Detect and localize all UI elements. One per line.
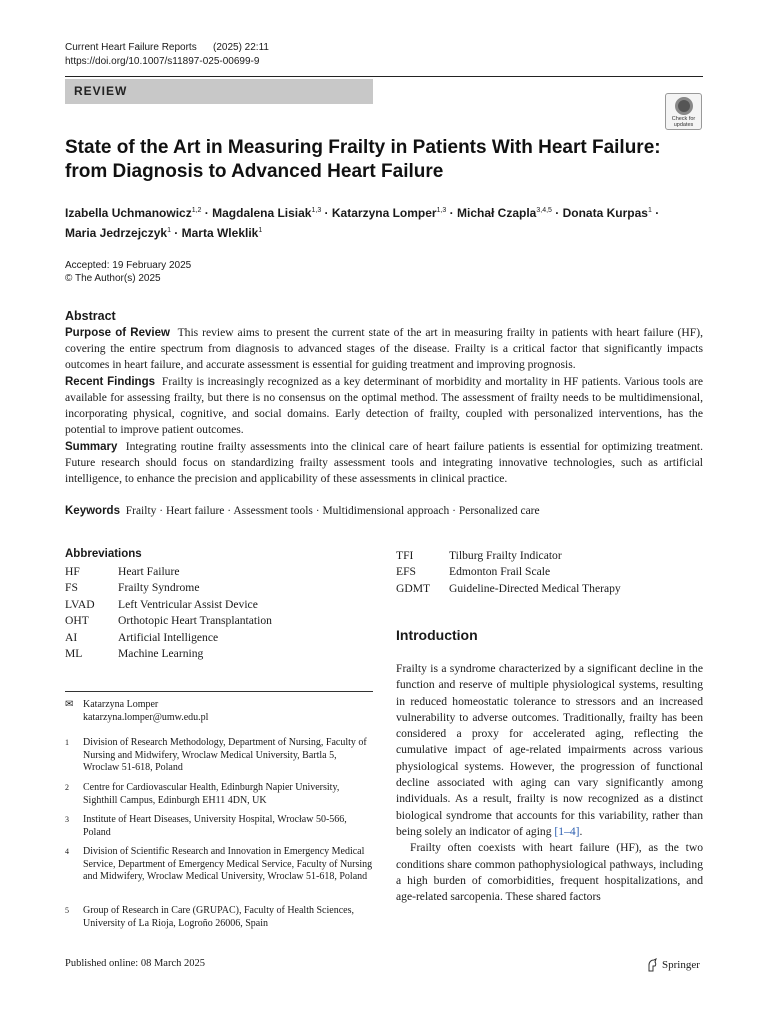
introduction-heading: Introduction: [396, 627, 478, 643]
publisher-logo: [646, 958, 700, 972]
article-title: [65, 136, 705, 184]
abbreviation-expansion: Orthotopic Heart Transplantation: [118, 614, 272, 628]
doi-link[interactable]: https://doi.org/10.1007/s11897-025-00699-9: [65, 56, 260, 67]
author: Donata Kurpas: [562, 206, 648, 220]
affiliation: [65, 905, 373, 930]
author-affiliation-marker: 1,3: [436, 207, 447, 214]
abbreviation-row: [396, 581, 621, 597]
affiliation: [65, 737, 373, 775]
summary-label: Summary: [65, 441, 118, 453]
affiliation-text: Division of Research Methodology, Department of Nursing, Faculty of Nursing and Midwifery, Wroclaw Medical University, Bartla 5, Wroclaw 51-618, Poland: [83, 737, 367, 774]
keywords: [65, 503, 540, 519]
author: Katarzyna Lomper: [331, 206, 437, 220]
abstract-purpose: [65, 325, 703, 373]
abstract-heading: Abstract: [65, 309, 116, 323]
author-affiliation-marker: 1: [167, 227, 171, 234]
author-list: [65, 202, 705, 242]
abbreviation: EFS: [396, 565, 416, 579]
abbreviation-row: [396, 564, 621, 580]
keywords-label: Keywords: [65, 505, 120, 517]
author: Magdalena Lisiak: [212, 206, 312, 220]
affiliation-number: 5: [65, 906, 69, 915]
affiliation-text: Group of Research in Care (GRUPAC), Faculty of Health Sciences, University of La Rioja, Logroño 26006, Spain: [83, 905, 354, 929]
abbreviation-expansion: Frailty Syndrome: [118, 581, 200, 595]
author: Michał Czapla: [457, 206, 537, 220]
author-separator: ·: [170, 226, 182, 240]
affiliation-number: 1: [65, 738, 69, 747]
abbreviation-row: [65, 630, 272, 646]
abbreviation: ML: [65, 647, 83, 661]
affiliation-number: 3: [65, 815, 69, 824]
author-separator: ·: [201, 206, 213, 220]
journal-name: Current Heart Failure Reports: [65, 42, 197, 53]
correspondence: [65, 698, 208, 724]
abbreviation: FS: [65, 581, 78, 595]
section-label: REVIEW: [65, 79, 373, 104]
abbreviation: TFI: [396, 549, 414, 562]
author-affiliation-marker: 1,3: [311, 207, 322, 214]
title-line-1: State of the Art in Measuring Frailty in Patients With Heart Failure:: [65, 137, 661, 158]
intro-paragraph-2: Frailty often coexists with heart failure (HF), as the two conditions share common pathophysiological pathways, including a high burden of comorbidities, frequent hospitalizations, and age-related sarcopenia. These shared factors: [396, 841, 703, 904]
footnote-rule: [65, 691, 373, 692]
keywords-text: Frailty · Heart failure · Assessment tools · Multidimensional approach · Personalized care: [125, 505, 540, 517]
abbreviation-row: [65, 580, 272, 596]
abbreviation-expansion: Left Ventricular Assist Device: [118, 597, 258, 611]
purpose-label: Purpose of Review: [65, 327, 170, 339]
author-separator: ·: [651, 206, 660, 220]
check-badge-line1: Check for: [671, 116, 696, 122]
author-separator: ·: [446, 206, 457, 220]
author-affiliation-marker: 1: [647, 207, 652, 214]
abbreviation-row: [65, 564, 272, 580]
citation-link[interactable]: [1–4]: [554, 824, 580, 838]
introduction-body: [396, 661, 703, 905]
abbreviation: HF: [65, 565, 80, 578]
abbreviation-row: [65, 613, 272, 629]
author-separator: ·: [321, 206, 332, 220]
author-affiliation-marker: 3,4,5: [536, 207, 552, 214]
author: Maria Jedrzejczyk: [65, 226, 168, 240]
affiliation-text: Division of Scientific Research and Innovation in Emergency Medical Service, Department of Emergency Medical Service, Faculty of Nursing and Midwifery, Wroclaw Medical University, Wroclaw 51-618, Poland: [83, 846, 373, 883]
title-line-2: from Diagnosis to Advanced Heart Failure: [65, 161, 444, 182]
affiliation-text: Institute of Heart Diseases, University Hospital, Wrocław 50-566, Poland: [83, 814, 347, 838]
abstract-summary: [65, 439, 703, 487]
affiliation-text: Centre for Cardiovascular Health, Edinburgh Napier University, Sighthill Campus, Edinburgh EH11 4DN, UK: [83, 782, 340, 806]
abbreviation-expansion: Machine Learning: [118, 647, 204, 661]
abbreviation: OHT: [65, 614, 89, 628]
intro-paragraph-1: [396, 661, 703, 840]
intro-p1-text: Frailty is a syndrome characterized by a significant decline in the function and reserve of multiple physiological systems, resulting in reduced homeostatic tolerance to stressors and an increased vulnerability to adverse outcomes. Traditionally, frailty has been considered a proxy for accelerated aging, reflecting the cumulative impact of age-related impairments across various physiological systems. However, the progression of functional decline associated with aging can vary significantly among individuals. As a result, frailty is now recognized as a distinct biological syndrome that accounts for this variability, rather than being solely an indicator of aging: [396, 662, 703, 838]
published-date: Published online: 08 March 2025: [65, 958, 205, 969]
accepted-date: Accepted: 19 February 2025: [65, 260, 192, 271]
author-affiliation-marker: 1: [258, 227, 263, 234]
abbreviation-expansion: Tilburg Frailty Indicator: [449, 549, 562, 562]
journal-volume: (2025) 22:11: [213, 42, 269, 53]
abbreviation-expansion: Heart Failure: [118, 565, 180, 578]
abbreviation-row: [65, 597, 272, 613]
bookmark-icon: [675, 97, 693, 115]
header-rule: [65, 76, 703, 77]
intro-p1-end: .: [579, 824, 583, 838]
abbreviation-row: [65, 646, 272, 662]
envelope-icon: ✉: [65, 699, 74, 710]
author-affiliation-marker: 1,2: [191, 207, 202, 214]
abstract-findings: [65, 374, 703, 438]
abbreviations-left: [65, 564, 272, 662]
correspondence-email[interactable]: katarzyna.lomper@umw.edu.pl: [83, 712, 209, 723]
affiliation: [65, 782, 373, 807]
abbreviation: GDMT: [396, 581, 431, 595]
affiliation-number: 4: [65, 847, 69, 856]
copyright: © The Author(s) 2025: [65, 273, 161, 284]
affiliation-number: 2: [65, 783, 69, 792]
abbreviations-heading: Abbreviations: [65, 548, 142, 560]
running-header: [65, 41, 269, 69]
affiliation: [65, 814, 373, 839]
abbreviation-row: [396, 548, 621, 564]
author: Izabella Uchmanowicz: [65, 206, 192, 220]
springer-horse-icon: [646, 958, 658, 972]
findings-label: Recent Findings: [65, 376, 156, 388]
abbreviation-expansion: Artificial Intelligence: [118, 630, 219, 644]
publisher-name: Springer: [662, 959, 700, 971]
abbreviation: AI: [65, 630, 78, 644]
findings-text: Frailty is increasingly recognized as a key determinant of morbidity and mortality in HF patients. Various tools are available for assessing frailty, but there is no consensus on the optimal method. The assessment of frailty needs to be multidimensional, incorporating physical, cognitive, and social domains. Early detection of frailty, coupled with personalized interventions, has the potential to improve patient outcomes.: [65, 375, 704, 436]
abbreviation-expansion: Guideline-Directed Medical Therapy: [449, 581, 621, 595]
abbreviations-right: [396, 548, 621, 597]
affiliation: [65, 846, 373, 884]
purpose-text: This review aims to present the current state of the art in measuring frailty in patients with heart failure (HF), covering the entire spectrum from diagnosis to advanced stages of the disease. Frailty is a critical factor that significantly impacts outcomes in heart failure, and accurate assessment is essential for guiding treatment and improving prognosis.: [65, 326, 703, 371]
abbreviation-expansion: Edmonton Frail Scale: [449, 565, 551, 579]
article-dates: [65, 259, 191, 285]
author: Marta Wleklik: [181, 226, 259, 240]
abbreviation: LVAD: [65, 597, 95, 611]
correspondence-name: Katarzyna Lomper: [83, 699, 159, 710]
summary-text: Integrating routine frailty assessments into the clinical care of heart failure patients is essential for optimizing treatment. Future research should focus on standardizing frailty assessment tools and integrating innovative technologies, such as artificial intelligence, to enhance the precision and applicability of these assessments in clinical practice.: [65, 440, 703, 485]
check-badge-line2: updates: [673, 122, 694, 128]
author-separator: ·: [551, 206, 563, 220]
check-for-updates-badge[interactable]: [665, 93, 702, 130]
